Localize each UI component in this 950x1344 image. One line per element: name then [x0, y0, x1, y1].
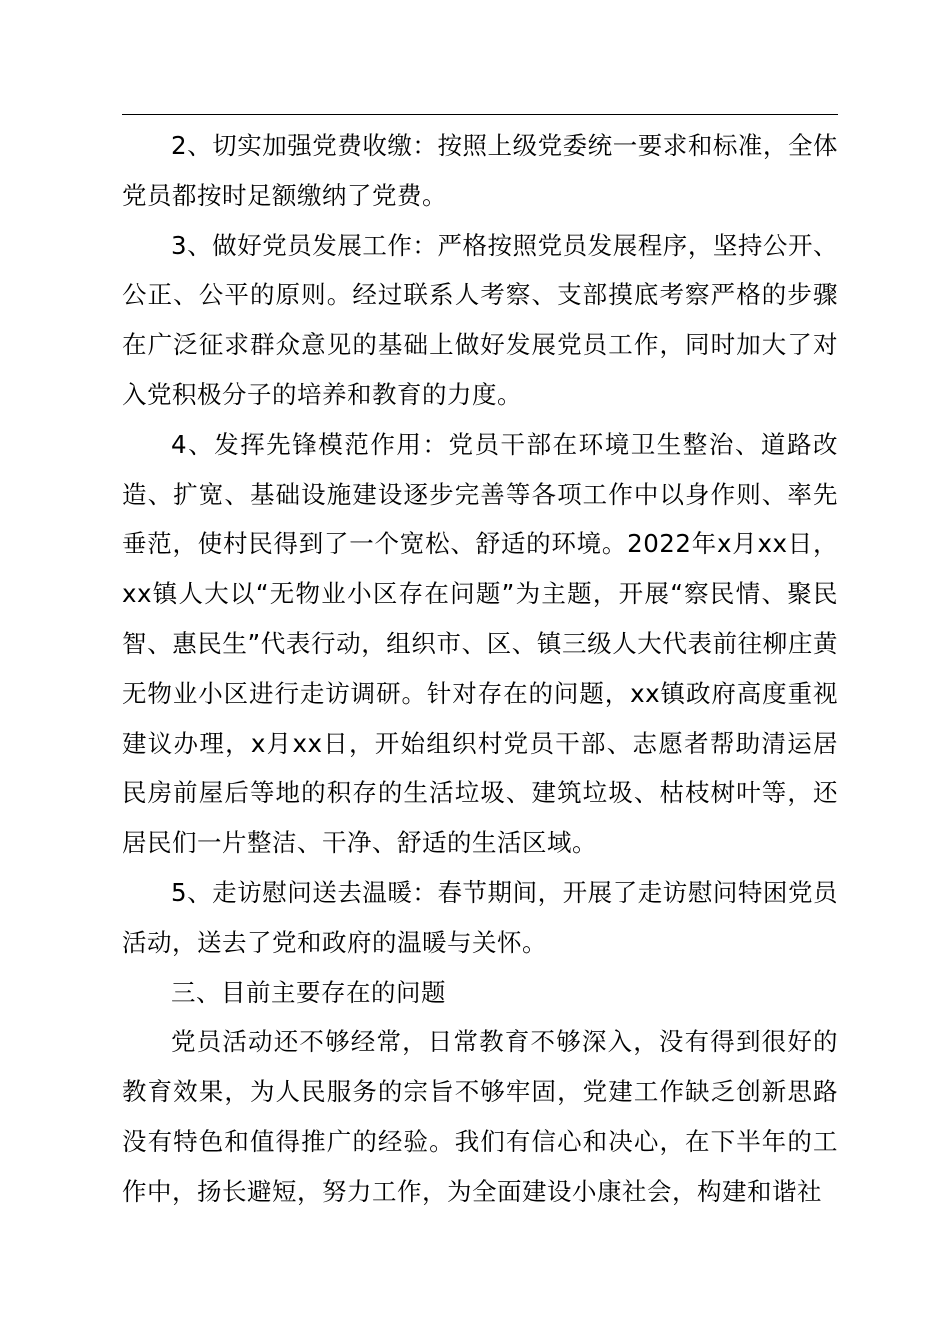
- section-heading-problems: 三、目前主要存在的问题: [171, 977, 446, 1007]
- paragraph-member-development: 3、做好党员发展工作：严格按照党员发展程序，坚持公开、公正、公平的原则。经过联系人考察、支部摸底考察严格的步骤在广泛征求群众意见的基础上做好发展党员工作，同时加大了对入党积极分子的培养和教育的力度。: [122, 230, 838, 409]
- document-body: [122, 121, 838, 1217]
- header-rule: [122, 114, 838, 115]
- paragraph-problems: 党员活动还不够经常，日常教育不够深入，没有得到很好的教育效果，为人民服务的宗旨不够牢固，党建工作缺乏创新思路没有特色和值得推广的经验。我们有信心和决心，在下半年的工作中，扬长避短，努力工作，为全面建设小康社会，构建和谐社: [122, 1027, 838, 1206]
- paragraph-vanguard-role: 4、发挥先锋模范作用：党员干部在环境卫生整治、道路改造、扩宽、基础设施建设逐步完善等各项工作中以身作则、率先垂范，使村民得到了一个宽松、舒适的环境。2022年x月xx日，xx镇人大以“无物业小区存在问题”为主题，开展“察民情、聚民智、惠民生”代表行动，组织市、区、镇三级人大代表前往柳庄黄无物业小区进行走访调研。针对存在的问题，xx镇政府高度重视建议办理，x月xx日，开始组织村党员干部、志愿者帮助清运居民房前屋后等地的积存的生活垃圾、建筑垃圾、枯枝树叶等，还居民们一片整洁、干净、舒适的生活区域。: [122, 429, 838, 858]
- paragraph-visits: 5、走访慰问送去温暖：春节期间，开展了走访慰问特困党员活动，送去了党和政府的温暖与关怀。: [122, 877, 838, 957]
- paragraph-party-dues: 2、切实加强党费收缴：按照上级党委统一要求和标准，全体党员都按时足额缴纳了党费。: [122, 131, 838, 210]
